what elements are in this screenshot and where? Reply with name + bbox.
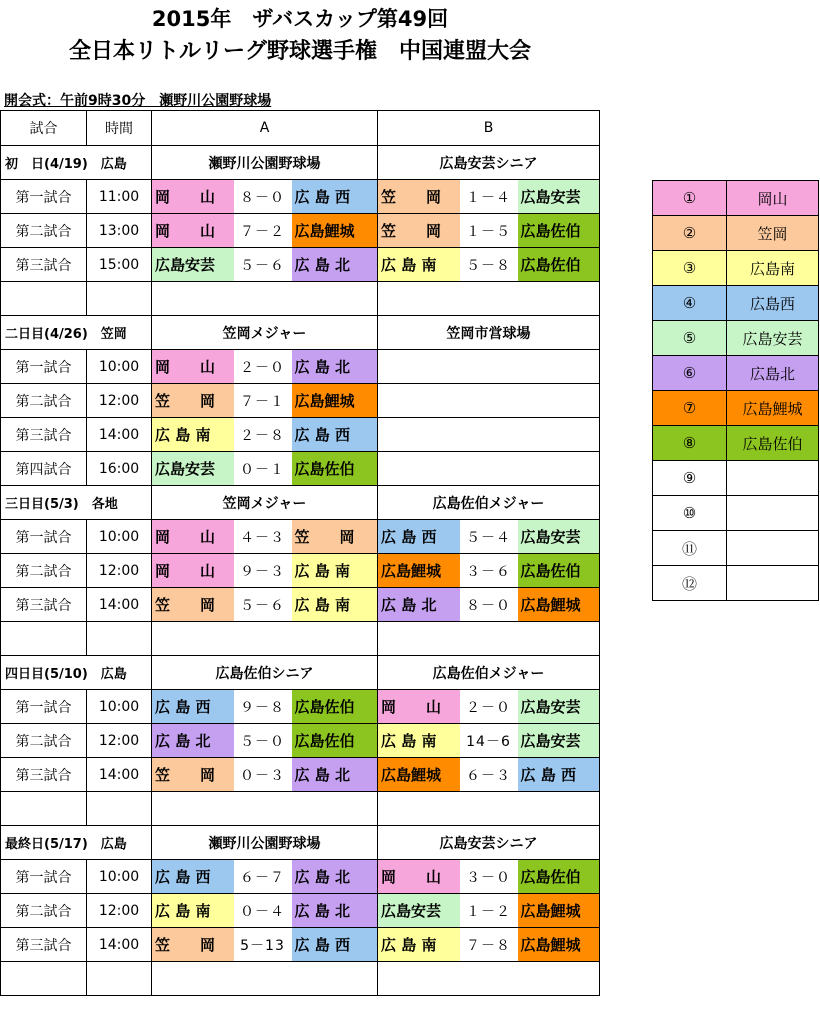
- match-score: ２－０: [234, 350, 292, 384]
- game-row: [1, 622, 600, 656]
- day-header-row: [1, 826, 600, 860]
- day-header-row: [1, 656, 600, 690]
- team-home-name: 広島安芸: [155, 256, 216, 274]
- team-away-name: 広 島 北: [294, 256, 350, 274]
- team-home-name: 広島鯉城: [381, 562, 442, 580]
- team-home-name: 広 島 南: [381, 732, 437, 750]
- game-time: [87, 792, 152, 826]
- empty-match-b: [378, 792, 600, 826]
- game-time: 16:00: [87, 452, 152, 486]
- team-home: [152, 418, 234, 452]
- team-home: [152, 248, 234, 282]
- team-away-name: 広島佐伯: [294, 698, 355, 716]
- game-row: [1, 792, 600, 826]
- team-home-name: 岡 山: [381, 868, 442, 886]
- team-away: [518, 180, 600, 214]
- team-home: [378, 180, 460, 214]
- match-score: １－４: [460, 180, 518, 214]
- team-away: [292, 724, 378, 758]
- team-home: [152, 690, 234, 724]
- legend-row: [653, 216, 819, 251]
- team-away-name: 広 島 北: [294, 358, 350, 376]
- game-number: [1, 282, 87, 316]
- team-away: [292, 588, 378, 622]
- team-home: [378, 214, 460, 248]
- team-home-name: 広 島 南: [381, 936, 437, 954]
- legend-team: [727, 496, 819, 531]
- legend-number: ⑨: [653, 461, 727, 496]
- game-row: [1, 418, 600, 452]
- venue-b: 笠岡市営球場: [378, 316, 600, 350]
- game-number: [1, 962, 87, 996]
- team-home: [152, 384, 234, 418]
- legend-row: [653, 426, 819, 461]
- game-number: 第三試合: [1, 758, 87, 792]
- team-away: [292, 860, 378, 894]
- team-home: [152, 350, 234, 384]
- team-away: [292, 758, 378, 792]
- team-away: [518, 928, 600, 962]
- game-number: 第一試合: [1, 350, 87, 384]
- empty-match-b: [378, 350, 600, 384]
- empty-match-b: [378, 622, 600, 656]
- match-score: ０－３: [234, 758, 292, 792]
- venue-b: 広島安芸シニア: [378, 146, 600, 180]
- match-score: ２－８: [234, 418, 292, 452]
- team-home-name: 岡 山: [155, 222, 216, 240]
- game-time: [87, 622, 152, 656]
- team-away-name: 広島佐伯: [294, 460, 355, 478]
- team-home: [378, 248, 460, 282]
- game-row: [1, 452, 600, 486]
- team-home-name: 岡 山: [381, 698, 442, 716]
- day-label: 最終日(5/17) 広島: [1, 826, 152, 860]
- team-home-name: 岡 山: [155, 188, 216, 206]
- team-home-name: 広 島 南: [155, 902, 211, 920]
- game-row: [1, 962, 600, 996]
- venue-a: 笠岡メジャー: [152, 316, 378, 350]
- game-time: 10:00: [87, 690, 152, 724]
- match-score: ５－８: [460, 248, 518, 282]
- legend-row: [653, 566, 819, 601]
- legend-team: 広島西: [727, 286, 819, 321]
- game-row: [1, 894, 600, 928]
- team-away: [518, 554, 600, 588]
- match-score: 14－6: [460, 724, 518, 758]
- game-number: 第三試合: [1, 588, 87, 622]
- game-number: [1, 792, 87, 826]
- game-time: 10:00: [87, 860, 152, 894]
- team-home-name: 笠 岡: [155, 596, 216, 614]
- team-away-name: 広島鯉城: [520, 936, 581, 954]
- day-header-row: [1, 486, 600, 520]
- game-number: 第二試合: [1, 894, 87, 928]
- match-score: ６－７: [234, 860, 292, 894]
- team-home: [378, 758, 460, 792]
- game-time: 12:00: [87, 724, 152, 758]
- legend-team: [727, 461, 819, 496]
- team-legend: [652, 180, 819, 601]
- legend-row: [653, 531, 819, 566]
- team-home: [378, 724, 460, 758]
- team-away: [292, 520, 378, 554]
- schedule-table: [0, 110, 600, 996]
- match-score: ７－１: [234, 384, 292, 418]
- match-score: ５－６: [234, 248, 292, 282]
- empty-match-b: [378, 282, 600, 316]
- game-row: [1, 724, 600, 758]
- header-game: 試合: [1, 111, 87, 146]
- day-label: 三日目(5/3) 各地: [1, 486, 152, 520]
- legend-row: [653, 286, 819, 321]
- empty-match-a: [152, 622, 378, 656]
- legend-row: [653, 356, 819, 391]
- venue-b: 広島佐伯メジャー: [378, 486, 600, 520]
- team-away-name: 広島佐伯: [520, 222, 581, 240]
- team-home: [152, 588, 234, 622]
- legend-team: 広島鯉城: [727, 391, 819, 426]
- game-row: [1, 214, 600, 248]
- team-home-name: 笠 岡: [155, 392, 216, 410]
- game-time: 14:00: [87, 758, 152, 792]
- team-away-name: 広 島 北: [294, 766, 350, 784]
- venue-a: 笠岡メジャー: [152, 486, 378, 520]
- match-score: ０－４: [234, 894, 292, 928]
- game-time: [87, 962, 152, 996]
- team-away-name: 広島佐伯: [520, 562, 581, 580]
- team-home: [152, 554, 234, 588]
- team-home: [378, 928, 460, 962]
- team-home: [152, 758, 234, 792]
- game-time: 14:00: [87, 928, 152, 962]
- team-home: [378, 588, 460, 622]
- legend-row: [653, 391, 819, 426]
- team-home: [152, 180, 234, 214]
- team-home: [378, 690, 460, 724]
- day-label: 二日目(4/26) 笠岡: [1, 316, 152, 350]
- game-row: [1, 928, 600, 962]
- team-home: [152, 928, 234, 962]
- team-home-name: 広島安芸: [381, 902, 442, 920]
- team-away-name: 広島安芸: [520, 188, 581, 206]
- game-time: 10:00: [87, 350, 152, 384]
- team-away: [292, 452, 378, 486]
- game-number: 第二試合: [1, 554, 87, 588]
- opening-ceremony-note: 開会式：午前9時30分 瀬野川公園野球場: [4, 93, 272, 109]
- game-row: [1, 350, 600, 384]
- team-home-name: 広 島 南: [155, 426, 211, 444]
- page-title-line1: 2015年 ザバスカップ第49回: [151, 7, 449, 31]
- team-away: [292, 180, 378, 214]
- team-away-name: 広 島 西: [294, 936, 350, 954]
- game-time: 12:00: [87, 384, 152, 418]
- legend-team: 岡山: [727, 181, 819, 216]
- legend-row: [653, 321, 819, 356]
- team-home-name: 笠 岡: [155, 766, 216, 784]
- legend-team: 笠岡: [727, 216, 819, 251]
- team-away-name: 広 島 南: [294, 562, 350, 580]
- day-label: 初 日(4/19) 広島: [1, 146, 152, 180]
- empty-match-b: [378, 418, 600, 452]
- match-score: ５－６: [234, 588, 292, 622]
- game-time: 10:00: [87, 520, 152, 554]
- page-title-line2: 全日本リトルリーグ野球選手権 中国連盟大会: [68, 39, 531, 64]
- venue-a: 広島佐伯シニア: [152, 656, 378, 690]
- team-home: [152, 214, 234, 248]
- team-away: [292, 384, 378, 418]
- game-number: 第二試合: [1, 214, 87, 248]
- day-header-row: [1, 316, 600, 350]
- team-away-name: 広島鯉城: [294, 392, 355, 410]
- legend-team: 広島北: [727, 356, 819, 391]
- game-number: 第三試合: [1, 928, 87, 962]
- team-home: [378, 860, 460, 894]
- game-number: 第一試合: [1, 860, 87, 894]
- team-away-name: 広島鯉城: [294, 222, 355, 240]
- match-score: ５－０: [234, 724, 292, 758]
- team-away-name: 広島鯉城: [520, 596, 581, 614]
- legend-number: ②: [653, 216, 727, 251]
- team-home-name: 岡 山: [155, 358, 216, 376]
- schedule-header-row: [1, 111, 600, 146]
- header-b: B: [378, 111, 600, 146]
- match-score: ７－２: [234, 214, 292, 248]
- game-time: 12:00: [87, 894, 152, 928]
- team-home-name: 広 島 北: [381, 596, 437, 614]
- team-home: [378, 894, 460, 928]
- match-score: ６－３: [460, 758, 518, 792]
- team-home-name: 岡 山: [155, 528, 216, 546]
- team-home: [152, 724, 234, 758]
- team-home-name: 笠 岡: [381, 188, 442, 206]
- legend-number: ⑤: [653, 321, 727, 356]
- game-row: [1, 520, 600, 554]
- team-away: [292, 690, 378, 724]
- match-score: ７－８: [460, 928, 518, 962]
- legend-number: ⑪: [653, 531, 727, 566]
- venue-b: 広島佐伯メジャー: [378, 656, 600, 690]
- game-number: 第一試合: [1, 180, 87, 214]
- legend-team: [727, 531, 819, 566]
- legend-team: 広島南: [727, 251, 819, 286]
- legend-number: ③: [653, 251, 727, 286]
- legend-number: ⑥: [653, 356, 727, 391]
- team-home-name: 岡 山: [155, 562, 216, 580]
- team-away: [292, 418, 378, 452]
- match-score: 5－13: [234, 928, 292, 962]
- game-time: 14:00: [87, 418, 152, 452]
- legend-number: ⑫: [653, 566, 727, 601]
- team-home-name: 広 島 南: [381, 256, 437, 274]
- game-row: [1, 690, 600, 724]
- team-away: [518, 248, 600, 282]
- team-away: [518, 214, 600, 248]
- day-header-row: [1, 146, 600, 180]
- venue-b: 広島安芸シニア: [378, 826, 600, 860]
- legend-number: ⑦: [653, 391, 727, 426]
- game-number: 第三試合: [1, 248, 87, 282]
- team-home-name: 笠 岡: [155, 936, 216, 954]
- game-number: 第二試合: [1, 724, 87, 758]
- team-away-name: 笠 岡: [294, 528, 355, 546]
- team-away: [292, 248, 378, 282]
- team-away-name: 広島佐伯: [520, 256, 581, 274]
- team-away: [292, 350, 378, 384]
- empty-match-a: [152, 792, 378, 826]
- match-score: ４－３: [234, 520, 292, 554]
- team-away-name: 広 島 西: [520, 766, 576, 784]
- legend-row: [653, 251, 819, 286]
- legend-row: [653, 181, 819, 216]
- team-away-name: 広 島 西: [294, 426, 350, 444]
- match-score: ８－０: [234, 180, 292, 214]
- legend-number: ①: [653, 181, 727, 216]
- match-score: ０－１: [234, 452, 292, 486]
- empty-match-a: [152, 282, 378, 316]
- team-away-name: 広島佐伯: [520, 868, 581, 886]
- match-score: ８－０: [460, 588, 518, 622]
- team-away: [292, 554, 378, 588]
- match-score: ３－６: [460, 554, 518, 588]
- match-score: ９－８: [234, 690, 292, 724]
- team-away: [518, 588, 600, 622]
- game-time: 14:00: [87, 588, 152, 622]
- legend-number: ⑩: [653, 496, 727, 531]
- game-number: 第一試合: [1, 520, 87, 554]
- team-home: [378, 520, 460, 554]
- team-home-name: 広島鯉城: [381, 766, 442, 784]
- game-number: 第一試合: [1, 690, 87, 724]
- match-score: ９－３: [234, 554, 292, 588]
- match-score: ２－０: [460, 690, 518, 724]
- team-away: [518, 758, 600, 792]
- game-time: 12:00: [87, 554, 152, 588]
- legend-row: [653, 461, 819, 496]
- team-away: [292, 894, 378, 928]
- legend-row: [653, 496, 819, 531]
- team-home: [152, 452, 234, 486]
- team-home-name: 広 島 北: [155, 732, 211, 750]
- team-home-name: 笠 岡: [381, 222, 442, 240]
- team-away-name: 広島安芸: [520, 732, 581, 750]
- team-home: [152, 520, 234, 554]
- match-score: ５－４: [460, 520, 518, 554]
- empty-match-b: [378, 384, 600, 418]
- game-row: [1, 180, 600, 214]
- header-time: 時間: [87, 111, 152, 146]
- team-away-name: 広 島 北: [294, 902, 350, 920]
- game-row: [1, 384, 600, 418]
- team-home: [378, 554, 460, 588]
- day-label: 四日目(5/10) 広島: [1, 656, 152, 690]
- team-home-name: 広 島 西: [155, 698, 211, 716]
- team-away-name: 広島安芸: [520, 698, 581, 716]
- match-score: ３－０: [460, 860, 518, 894]
- team-away: [292, 928, 378, 962]
- venue-a: 瀬野川公園野球場: [152, 826, 378, 860]
- team-away-name: 広 島 北: [294, 868, 350, 886]
- team-home: [152, 894, 234, 928]
- legend-team: [727, 566, 819, 601]
- venue-a: 瀬野川公園野球場: [152, 146, 378, 180]
- game-time: 15:00: [87, 248, 152, 282]
- team-away-name: 広島佐伯: [294, 732, 355, 750]
- game-number: [1, 622, 87, 656]
- legend-team: 広島安芸: [727, 321, 819, 356]
- match-score: １－５: [460, 214, 518, 248]
- game-number: 第二試合: [1, 384, 87, 418]
- team-away-name: 広島鯉城: [520, 902, 581, 920]
- game-row: [1, 282, 600, 316]
- team-home-name: 広島安芸: [155, 460, 216, 478]
- game-number: 第三試合: [1, 418, 87, 452]
- team-away: [518, 690, 600, 724]
- empty-match-b: [378, 962, 600, 996]
- header-a: A: [152, 111, 378, 146]
- team-home-name: 広 島 西: [155, 868, 211, 886]
- game-row: [1, 758, 600, 792]
- match-score: １－２: [460, 894, 518, 928]
- game-row: [1, 588, 600, 622]
- game-time: 13:00: [87, 214, 152, 248]
- team-away-name: 広 島 南: [294, 596, 350, 614]
- game-time: [87, 282, 152, 316]
- team-away: [292, 214, 378, 248]
- empty-match-b: [378, 452, 600, 486]
- team-away: [518, 520, 600, 554]
- team-home: [152, 860, 234, 894]
- empty-match-a: [152, 962, 378, 996]
- game-time: 11:00: [87, 180, 152, 214]
- team-away: [518, 894, 600, 928]
- game-row: [1, 554, 600, 588]
- game-row: [1, 860, 600, 894]
- game-number: 第四試合: [1, 452, 87, 486]
- legend-number: ⑧: [653, 426, 727, 461]
- legend-team: 広島佐伯: [727, 426, 819, 461]
- team-away-name: 広 島 西: [294, 188, 350, 206]
- game-row: [1, 248, 600, 282]
- team-away: [518, 724, 600, 758]
- legend-number: ④: [653, 286, 727, 321]
- team-home-name: 広 島 西: [381, 528, 437, 546]
- team-away-name: 広島安芸: [520, 528, 581, 546]
- team-away: [518, 860, 600, 894]
